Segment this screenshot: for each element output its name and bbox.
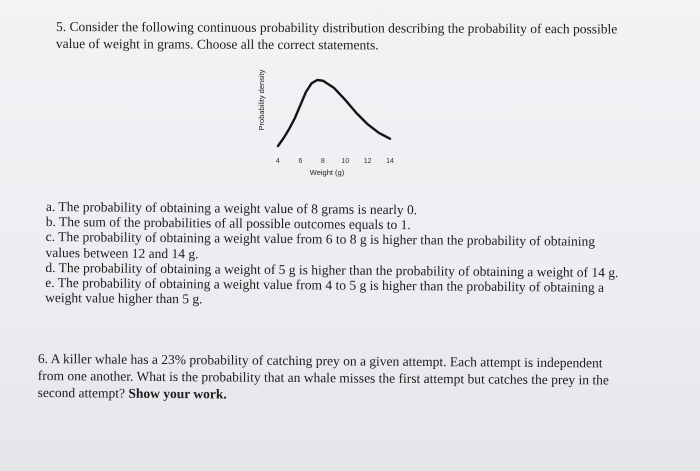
answer-options [45, 199, 676, 311]
question-6 [38, 351, 678, 406]
question-5-prompt-line-1: 5. Consider the following continuous probability distribution describing the probability of each possible [55, 18, 618, 37]
question-5-prompt-line-2: value of weight in grams. Choose all the correct statements. [55, 35, 379, 53]
option-e: e. The probability of obtaining a weight value from 4 to 5 g is higher than the probability of obtaining a [45, 275, 605, 295]
option-c-continued: values between 12 and 14 g. [45, 244, 199, 261]
x-tick-label: 8 [320, 158, 325, 165]
question-6-line-1: 6. A killer whale has a 23% probability of catching prey on a given attempt. Each attempt is independent [37, 351, 603, 371]
question-5 [56, 18, 666, 55]
option-b: b. The sum of the probabilities of all possible outcomes equals to 1. [45, 214, 411, 233]
x-tick-label: 4 [276, 158, 280, 165]
x-tick-label: 10 [341, 158, 350, 165]
probability-density-chart [250, 58, 400, 183]
option-c: c. The probability of obtaining a weight value from 6 to 8 g is higher than the probability of obtaining [45, 229, 596, 250]
show-work-instruction: Show your work. [128, 385, 227, 402]
x-tick-label: 12 [363, 158, 372, 165]
curve-layer [278, 80, 390, 146]
x-tick-label: 14 [386, 158, 394, 165]
y-axis-label: Probability density [257, 69, 266, 131]
x-tick-layer [276, 158, 394, 165]
question-6-line-2: from one another. What is the probability that an whale misses the first attempt but catches the prey in the [37, 367, 609, 388]
option-d: d. The probability of obtaining a weight of 5 g is higher than the probability of obtaining a weight of 14 g. [45, 259, 619, 280]
x-axis-label: Weight (g) [309, 168, 345, 177]
option-a: a. The probability of obtaining a weight value of 8 grams is nearly 0. [45, 199, 418, 218]
x-tick-label: 6 [298, 158, 303, 165]
question-6-line-3-lead: second attempt? [37, 384, 126, 401]
option-e-continued: weight value higher than 5 g. [45, 290, 203, 307]
density-curve [278, 80, 390, 146]
chart-svg [250, 58, 400, 183]
